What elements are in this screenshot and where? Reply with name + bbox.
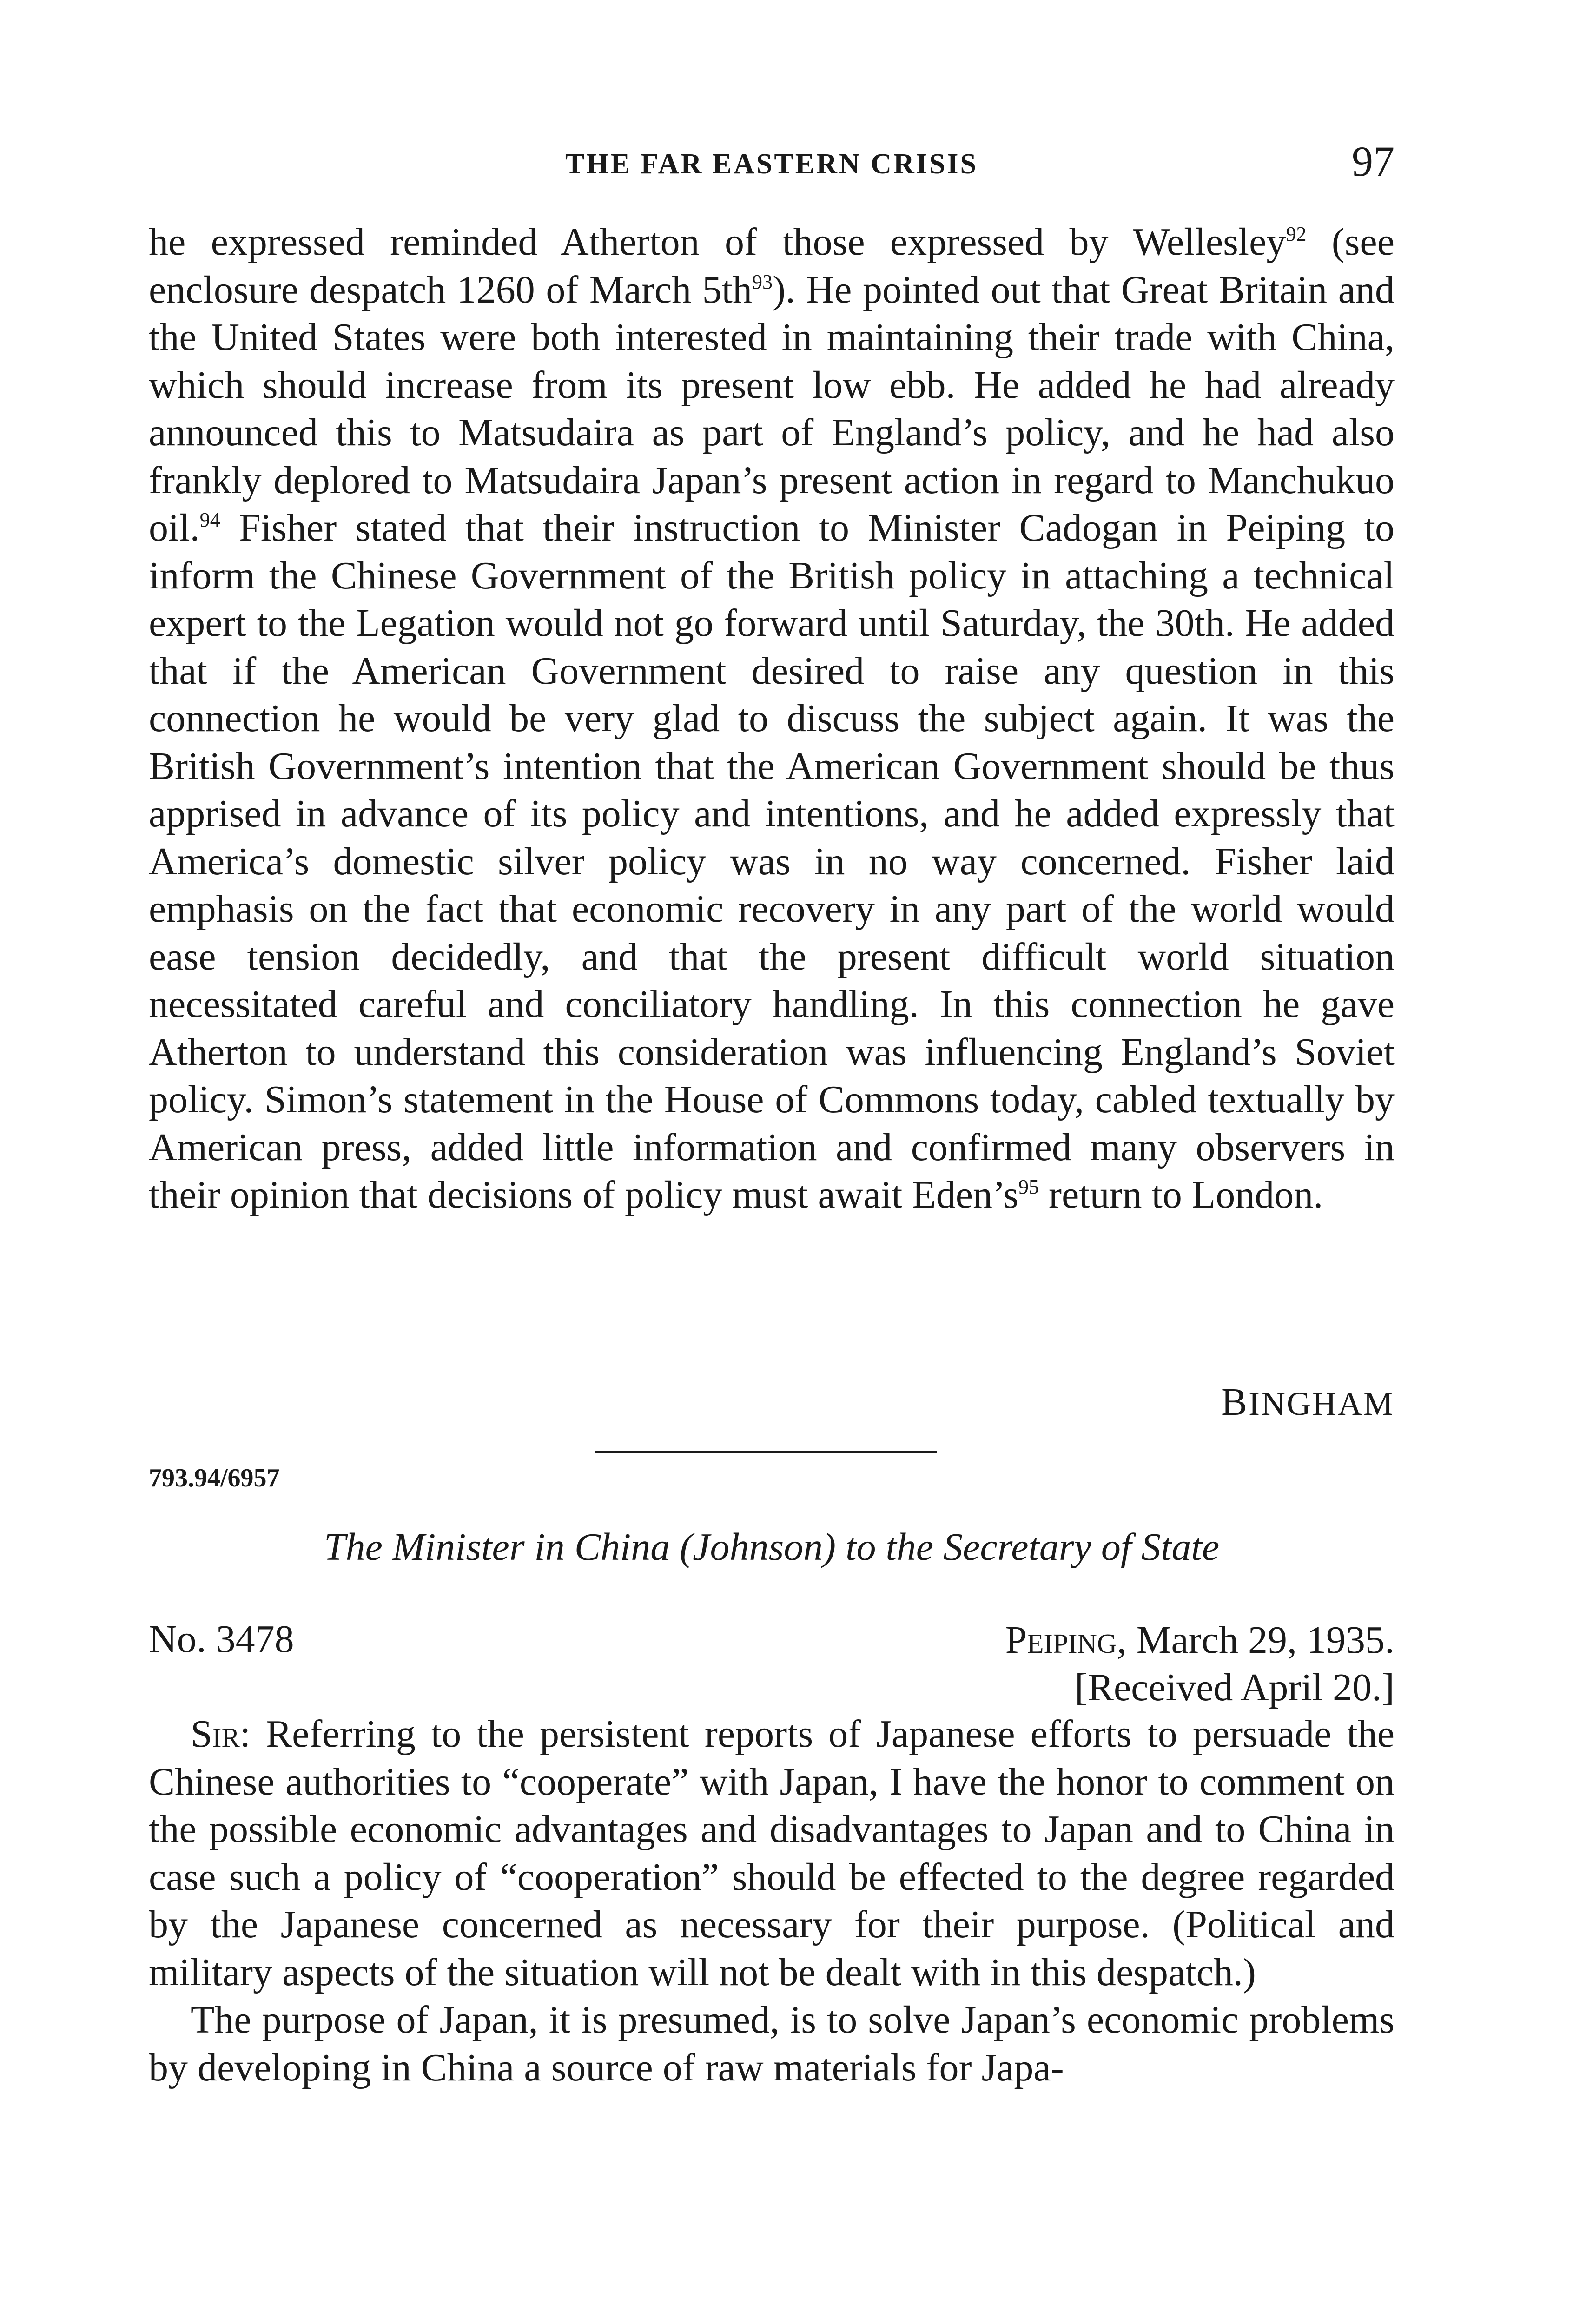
document-page — [149, 0, 1395, 2324]
text-segment: return to London. — [1039, 1173, 1323, 1216]
dateline — [1005, 1617, 1395, 1711]
despatch-paragraph — [149, 1710, 1395, 1996]
footnote-ref: 94 — [199, 508, 220, 531]
footnote-ref: 93 — [752, 270, 773, 293]
text-segment: ). He pointed out that Great Britain and the United States were both interested in maintaining their trade with China, which should increase from its present low ebb. He added he had already announced this to Matsudaira as part of England’s policy, and he had also frankly deplored to Matsudaira Japan’s present action in regard to Manchukuo oil. — [149, 268, 1395, 549]
telegram-continuation — [149, 218, 1395, 1219]
page-number: 97 — [1352, 138, 1395, 185]
date: , March 29, 1935. — [1117, 1618, 1395, 1662]
salutation: Sir — [191, 1712, 240, 1756]
signature: BINGHAM — [1221, 1380, 1395, 1424]
section-divider — [595, 1451, 937, 1453]
despatch-body — [149, 1710, 1395, 2092]
footnote-ref: 92 — [1286, 223, 1307, 245]
running-head — [149, 139, 1395, 191]
running-title: THE FAR EASTERN CRISIS — [565, 148, 978, 180]
place-date — [1005, 1617, 1395, 1664]
text-segment: (see enclosure despatch 1260 of March 5th — [149, 220, 1395, 311]
despatch-paragraph: The purpose of Japan, it is presumed, is to solve Japan’s economic problems by developing in China a source of raw materials for Japa- — [149, 1998, 1395, 2089]
text-segment: he expressed reminded Atherton of those expressed by Wellesley — [149, 220, 1286, 264]
footnote-ref: 95 — [1018, 1175, 1039, 1198]
text-segment: Fisher stated that their instruction to Minister Cadogan in Peiping to inform the Chinese Government of the British policy in attaching a technical expert to the Legation would not go forward until Saturday, the 30th. He added that if the American Government desired to raise any question in this connection he would be very glad to discuss the subject again. It was the British Government’s intention that the American Government should be thus apprised in advance of its policy and intentions, and he added expressly that America’s domestic silver policy was in no way concerned. Fisher laid emphasis on the fact that economic recovery in any part of the world would ease tension decidedly, and that the present difficult world situation necessitated careful and conciliatory handling. In this connection he gave Atherton to understand this consideration was influencing England’s Soviet policy. Simon’s statement in the House of Commons today, cabled textually by American press, added little information and confirmed many observers in their opinion that decisions of policy must await Eden’s — [149, 506, 1395, 1216]
telegram-paragraph — [149, 218, 1395, 1219]
despatch-number: No. 3478 — [149, 1618, 294, 1661]
received-date: [Received April 20.] — [1074, 1666, 1395, 1709]
file-number: 793.94/6957 — [149, 1464, 280, 1492]
document-heading: The Minister in China (Johnson) to the Secretary of State — [324, 1525, 1220, 1569]
place: Peiping — [1005, 1618, 1117, 1662]
text-segment: : Referring to the persistent reports of Japanese efforts to persuade the Chinese authorities to “cooperate” with Japan, I have the honor to comment on the possible economic advantages and disadvantages to Japan and to China in case such a policy of “cooperation” should be effected to the degree regarded by the Japanese concerned as necessary for their purpose. (Political and military aspects of the situation will not be dealt with in this despatch.) — [149, 1712, 1395, 1994]
